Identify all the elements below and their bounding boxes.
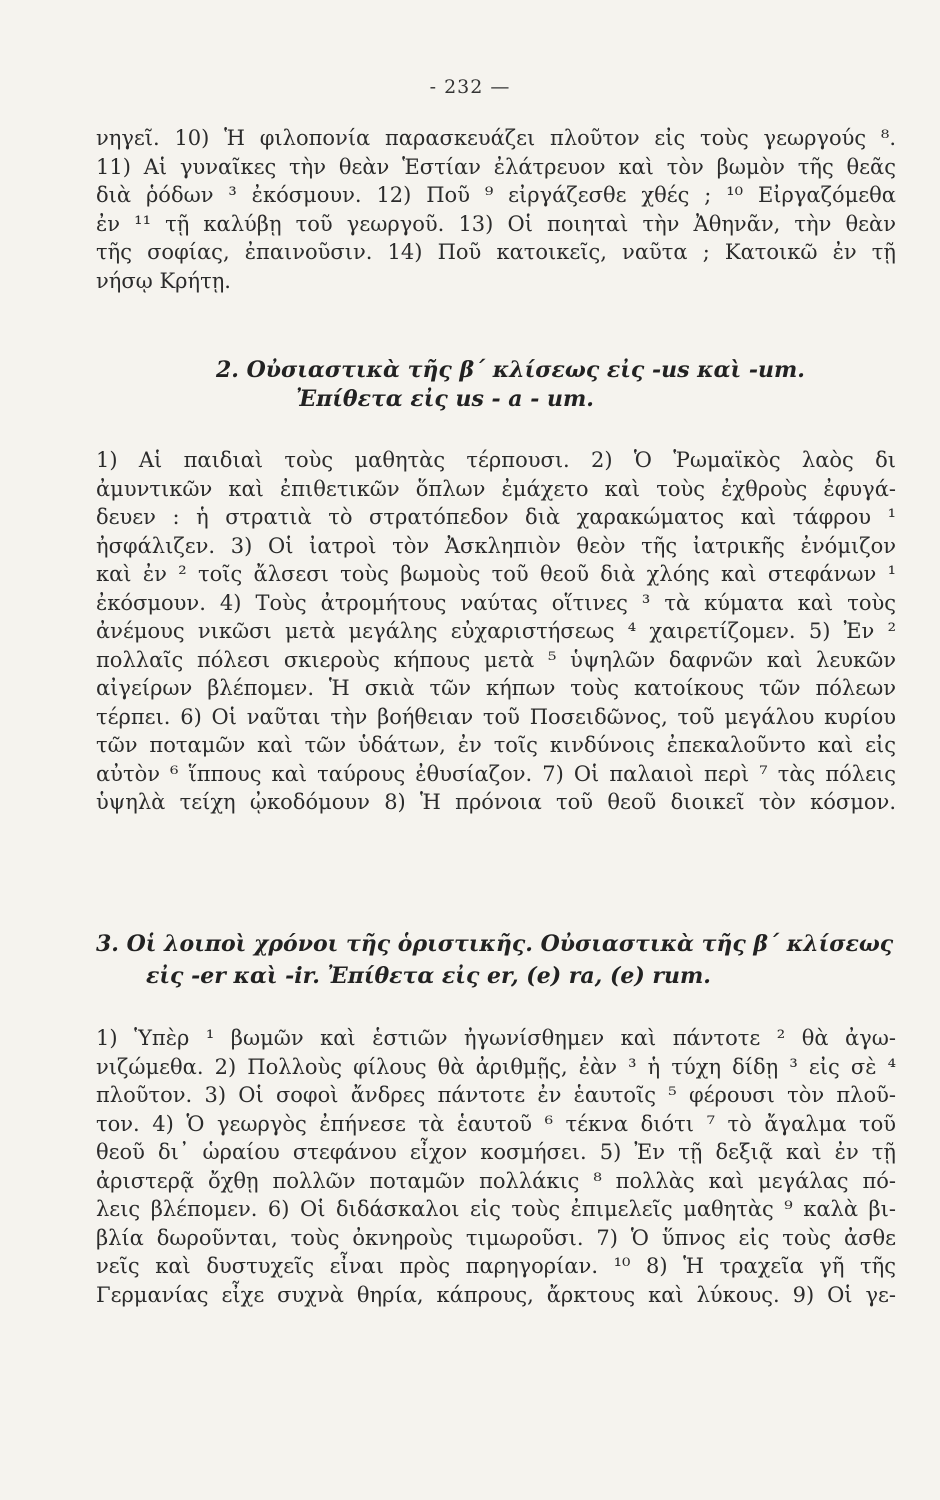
text-line: Γερμανίας εἶχε συχνὰ θηρία, κάπρους, ἄρκτους καὶ λύκους. 9) Οἱ γε- xyxy=(96,1282,896,1307)
text-line: βλία δωροῦνται, τοὺς ὀκνηροὺς τιμωροῦσι. 7) Ὁ ὕπνος εἰς τοὺς ἀσθε xyxy=(96,1225,896,1250)
text-line: ἀριστερᾷ ὄχθῃ πολλῶν ποταμῶν πολλάκις ⁸ πολλὰς καὶ μεγάλας πό- xyxy=(96,1168,896,1193)
section-heading-2: 2. Οὐσιαστικὰ τῆς β΄ κλίσεως εἰς -us καὶ -um. xyxy=(216,357,805,383)
section-heading-3: 3. Οἱ λοιποὶ χρόνοι τῆς ὁριστικῆς. Οὐσιαστικὰ τῆς β΄ κλίσεως xyxy=(96,931,894,957)
text-line: πλοῦτον. 3) Οἱ σοφοὶ ἄνδρες πάντοτε ἐν ἑαυτοῖς ⁵ φέρουσι τὸν πλοῦ- xyxy=(96,1083,896,1107)
text-line: τέρπει. 6) Οἱ ναῦται τὴν βοήθειαν τοῦ Ποσειδῶνος, τοῦ μεγάλου κυρίου xyxy=(96,704,896,729)
text-line: αὐτὸν ⁶ ἵππους καὶ ταύρους ἐθυσίαζον. 7) Οἱ παλαιοὶ περὶ ⁷ τὰς πόλεις xyxy=(96,761,896,786)
text-line: δευεν : ἡ στρατιὰ τὸ στρατόπεδον διὰ χαρακώματος καὶ τάφρου ¹ xyxy=(96,505,896,529)
exercise-paragraph-1 xyxy=(96,124,896,295)
text-line: αἰγείρων βλέπομεν. Ἡ σκιὰ τῶν κήπων τοὺς κατοίκους τῶν πόλεων xyxy=(96,676,896,700)
text-line: τον. 4) Ὁ γεωργὸς ἐπήνεσε τὰ ἑαυτοῦ ⁶ τέκνα διότι ⁷ τὸ ἄγαλμα τοῦ xyxy=(96,1111,896,1136)
text-line: ἐν ¹¹ τῇ καλύβῃ τοῦ γεωργοῦ. 13) Οἱ ποιηταὶ τὴν Ἀθηνᾶν, τὴν θεὰν xyxy=(96,211,896,236)
text-line: νεῖς καὶ δυστυχεῖς εἶναι πρὸς παρηγορίαν. ¹⁰ 8) Ἡ τραχεῖα γῆ τῆς xyxy=(96,1254,896,1278)
text-line: νηγεῖ. 10) Ἡ φιλοπονία παρασκευάζει πλοῦτον εἰς τοὺς γεωργούς ⁸. xyxy=(96,126,896,150)
text-line: ἀμυντικῶν καὶ ἐπιθετικῶν ὅπλων ἐμάχετο καὶ τοὺς ἐχθροὺς ἐφυγά- xyxy=(96,476,896,501)
exercise-paragraph-2 xyxy=(96,446,896,817)
text-line: νιζώμεθα. 2) Πολλοὺς φίλους θὰ ἀριθμῇς, ἐὰν ³ ἡ τύχη δίδῃ ³ εἰς σὲ ⁴ xyxy=(96,1054,896,1079)
page-number: - 232 — xyxy=(429,76,511,98)
text-line: καὶ ἐν ² τοῖς ἄλσεσι τοὺς βωμοὺς τοῦ θεοῦ διὰ χλόης καὶ στεφάνων ¹ xyxy=(96,562,896,586)
text-line: τῆς σοφίας, ἐπαινοῦσιν. 14) Ποῦ κατοικεῖς, ναῦτα ; Κατοικῶ ἐν τῇ xyxy=(96,240,896,264)
text-line: τῶν ποταμῶν καὶ τῶν ὑδάτων, ἐν τοῖς κινδύνοις ἐπεκαλοῦντο καὶ εἰς xyxy=(96,733,896,757)
text-line: 11) Αἱ γυναῖκες τὴν θεὰν Ἑστίαν ἐλάτρευον καὶ τὸν βωμὸν τῆς θεᾶς xyxy=(96,154,896,179)
text-line: νήσῳ Κρήτῃ. xyxy=(96,268,231,293)
text-line: ἀνέμους νικῶσι μετὰ μεγάλης εὐχαριστήσεως ⁴ χαιρετίζομεν. 5) Ἐν ² xyxy=(96,619,896,643)
text-line: πολλαῖς πόλεσι σκιεροὺς κήπους μετὰ ⁵ ὑψηλῶν δαφνῶν καὶ λευκῶν xyxy=(96,647,896,672)
section-subheading-2: Ἐπίθετα εἰς us - a - um. xyxy=(296,386,594,412)
text-line: ἐκόσμουν. 4) Τοὺς ἀτρομήτους ναύτας οἵτινες ³ τὰ κύματα καὶ τοὺς xyxy=(96,590,896,615)
text-line: λεις βλέπομεν. 6) Οἱ διδάσκαλοι εἰς τοὺς ἐπιμελεῖς μαθητὰς ⁹ καλὰ βι- xyxy=(96,1197,896,1221)
text-line: διὰ ῥόδων ³ ἐκόσμουν. 12) Ποῦ ⁹ εἰργάζεσθε χθές ; ¹⁰ Εἰργαζόμεθα xyxy=(96,183,896,207)
text-line: ἠσφάλιζεν. 3) Οἱ ἰατροὶ τὸν Ἀσκληπιὸν θεὸν τῆς ἰατρικῆς ἐνόμιζον xyxy=(96,533,896,558)
exercise-paragraph-3 xyxy=(96,1024,896,1309)
text-line: 1) Ὑπὲρ ¹ βωμῶν καὶ ἑστιῶν ἠγωνίσθημεν καὶ πάντοτε ² θὰ ἀγω- xyxy=(96,1026,896,1050)
section-subheading-3: εἰς -er καὶ -ir. Ἐπίθετα εἰς er, (e) ra, (e) rum. xyxy=(146,963,711,989)
text-line: 1) Αἱ παιδιαὶ τοὺς μαθητὰς τέρπουσι. 2) Ὁ Ῥωμαϊκὸς λαὸς δι xyxy=(96,448,896,472)
text-line: ὑψηλὰ τείχη ᾠκοδόμουν 8) Ἡ πρόνοια τοῦ θεοῦ διοικεῖ τὸν κόσμον. xyxy=(96,790,896,814)
text-line: θεοῦ δι᾽ ὡραίου στεφάνου εἶχον κοσμήσει. 5) Ἐν τῇ δεξιᾷ καὶ ἐν τῇ xyxy=(96,1140,896,1164)
